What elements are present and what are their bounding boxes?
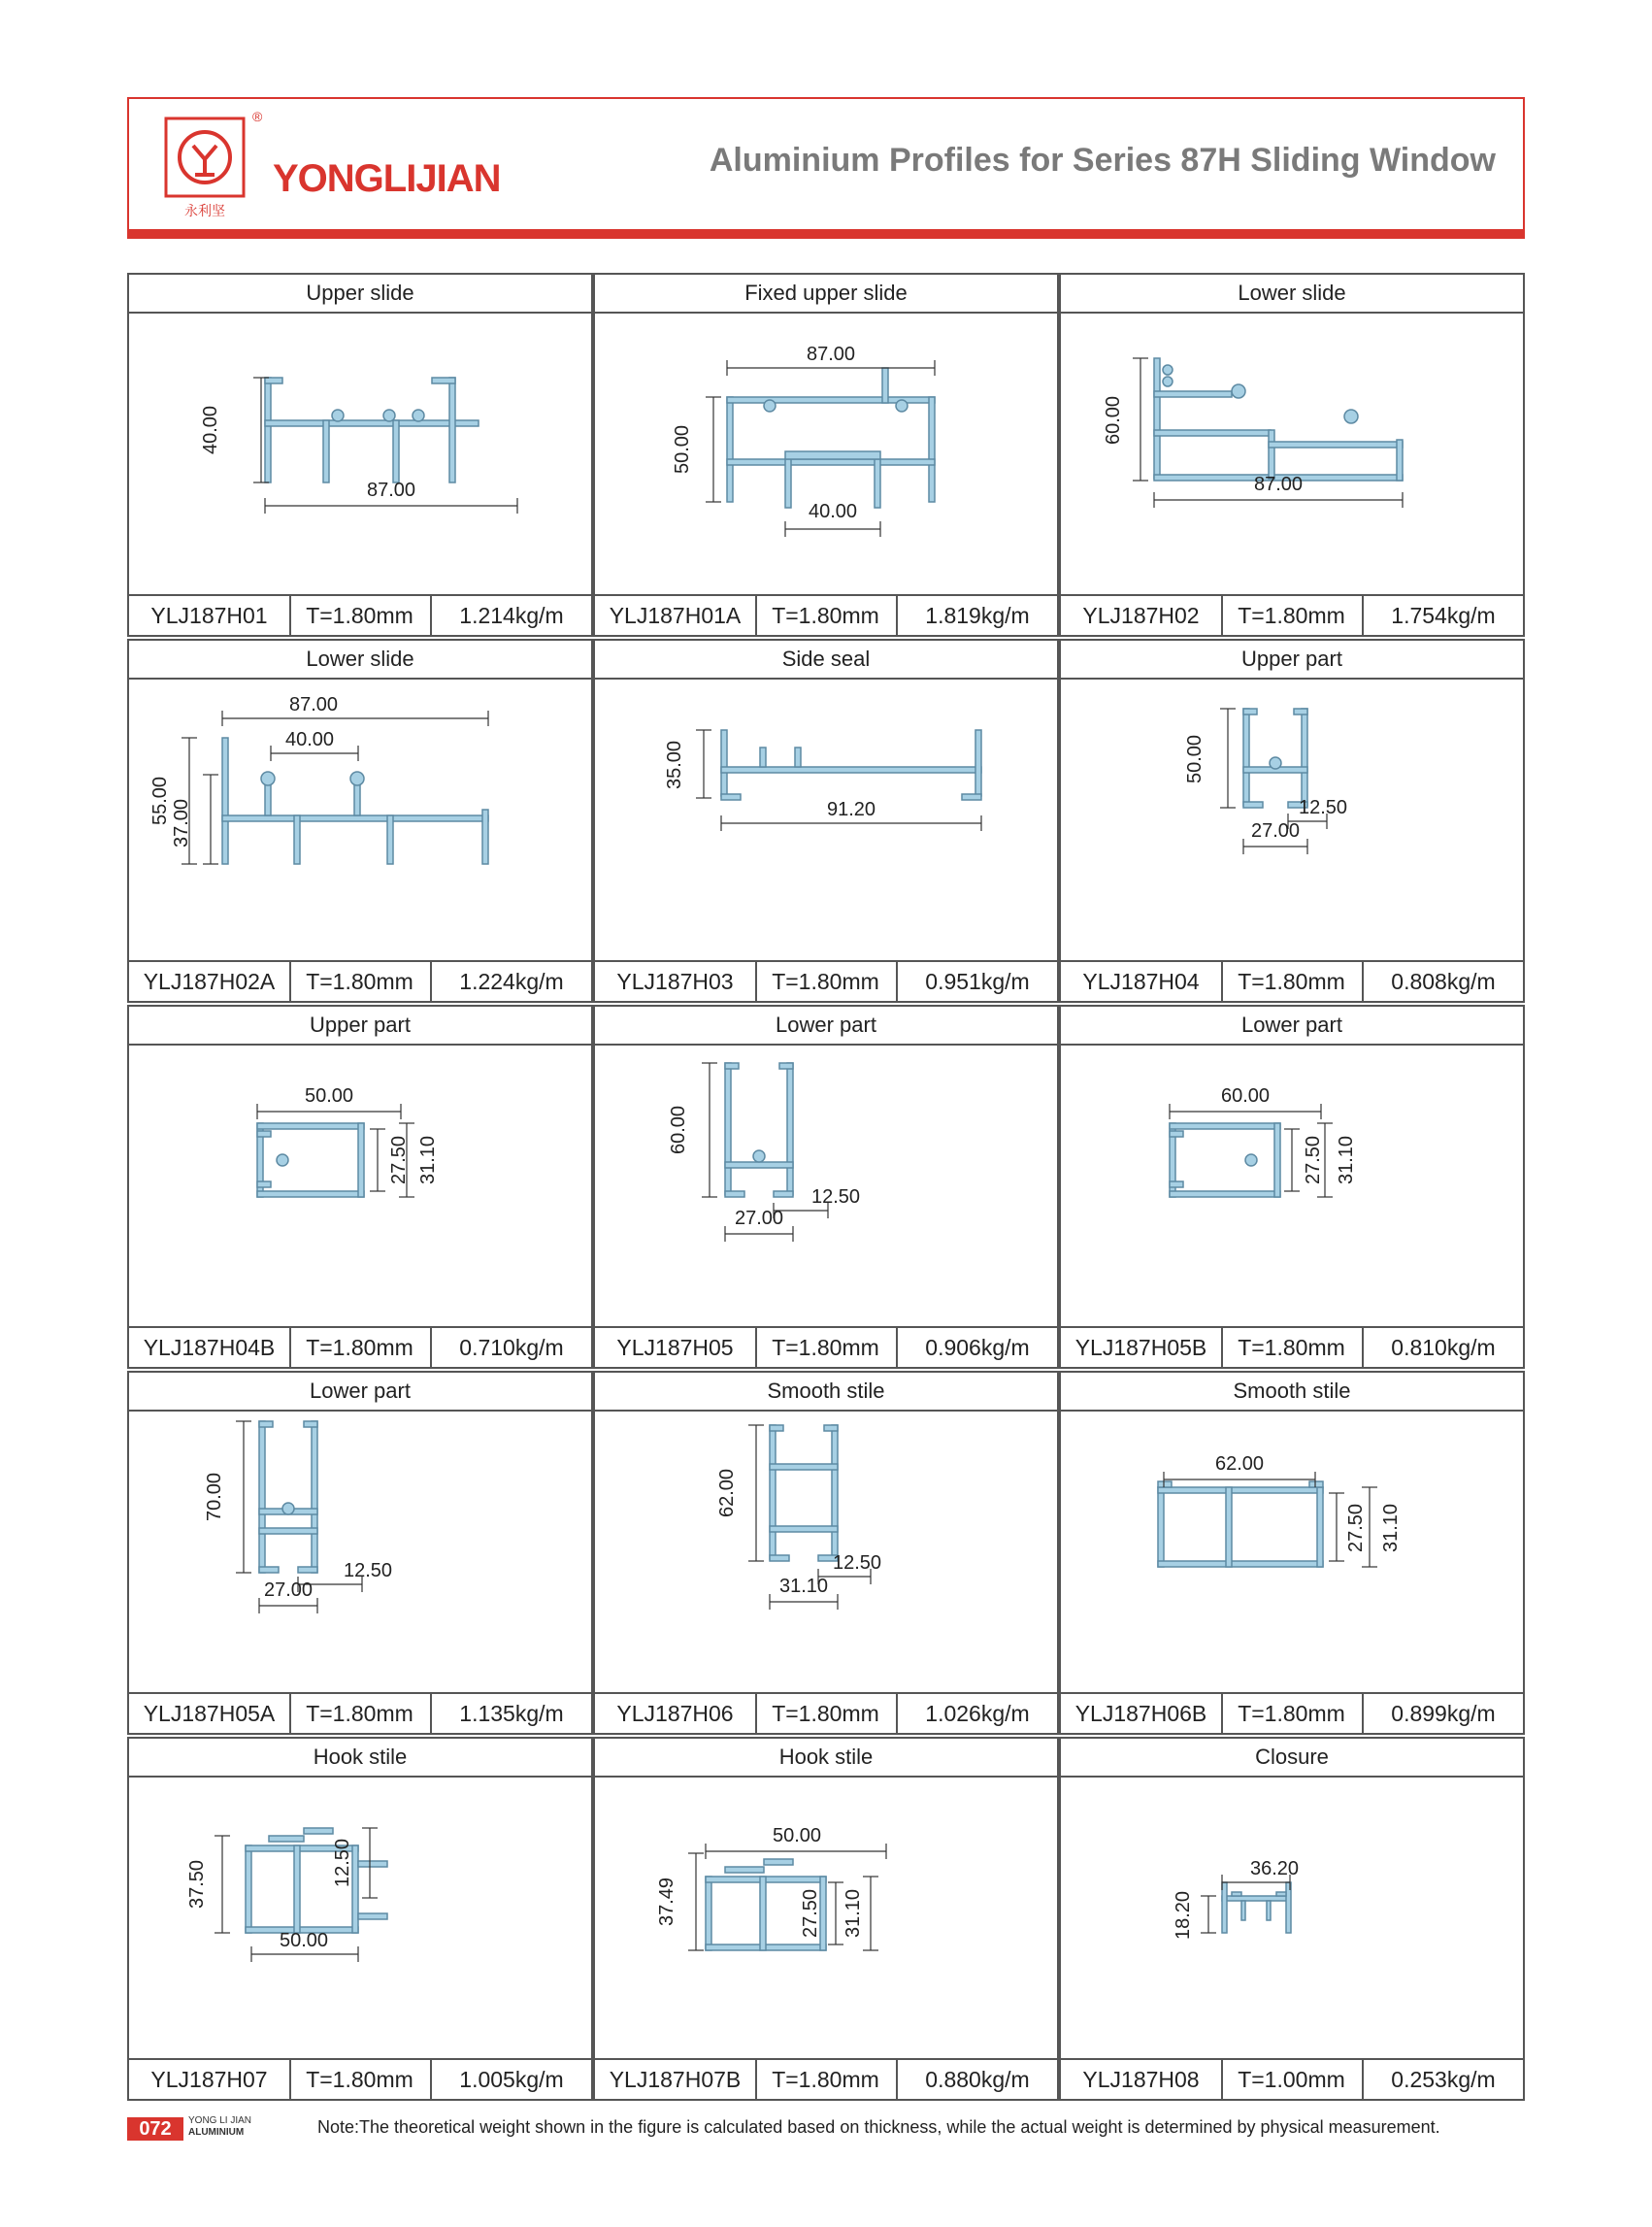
profile-spec-row	[595, 960, 1057, 1001]
profile-card	[1059, 1371, 1525, 1735]
profile-code: YLJ187H05A	[129, 1694, 291, 1733]
profile-section	[298, 1567, 317, 1573]
profile-section	[354, 782, 360, 815]
profile-caption: Lower part	[595, 1007, 1057, 1046]
profile-section	[259, 1528, 317, 1534]
profile-section	[294, 1845, 300, 1933]
profile-section	[350, 772, 364, 785]
profile-weight: 0.906kg/m	[925, 1335, 1030, 1360]
profile-section	[294, 815, 300, 864]
dimension-label: 37.00	[171, 798, 192, 848]
profile-card	[127, 639, 593, 1003]
header-divider	[127, 229, 1525, 239]
profile-section	[1243, 709, 1249, 806]
profile-section	[432, 378, 455, 383]
profile-section	[1170, 1123, 1280, 1129]
dimension-label: 60.00	[1103, 395, 1124, 446]
profile-section	[1245, 1154, 1257, 1166]
profile-section	[1270, 757, 1281, 769]
profile-weight: 1.135kg/m	[459, 1701, 564, 1726]
profile-section	[1309, 1481, 1323, 1487]
profile-drawing	[595, 1046, 1057, 1329]
profile-weight: 1.214kg/m	[459, 603, 564, 628]
dimension-label: 37.49	[656, 1877, 677, 1927]
profile-section	[304, 1828, 333, 1834]
profile-section	[824, 1425, 838, 1431]
dimension-label: 18.20	[1173, 1890, 1194, 1941]
profile-spec-row	[129, 2058, 591, 2099]
profile-weight: 1.819kg/m	[925, 603, 1030, 628]
profile-spec-row	[129, 1692, 591, 1733]
profile-section	[727, 459, 935, 465]
profile-section	[770, 1425, 783, 1431]
profile-section	[1317, 1487, 1323, 1567]
profile-section	[1232, 384, 1245, 398]
profile-section	[257, 1131, 271, 1137]
profile-section	[358, 1861, 387, 1867]
profile-card	[593, 639, 1059, 1003]
dimension-label: 12.50	[343, 1560, 393, 1581]
profile-section	[725, 1162, 793, 1168]
profile-section	[246, 1845, 251, 1933]
dimension-label: 87.00	[806, 344, 856, 365]
profile-thickness: T=1.00mm	[1221, 2060, 1364, 2099]
profile-section	[1226, 1487, 1232, 1567]
profile-caption: Fixed upper slide	[595, 275, 1057, 314]
dimension-label: 50.00	[772, 1825, 822, 1846]
dimension-label: 31.10	[1380, 1503, 1402, 1553]
profile-thickness: T=1.80mm	[755, 596, 898, 635]
profile-caption: Hook stile	[129, 1739, 591, 1778]
dimension-label: 36.20	[1249, 1858, 1300, 1879]
profile-thickness: T=1.80mm	[755, 1694, 898, 1733]
profile-caption: Upper slide	[129, 275, 591, 314]
profile-section	[1274, 1123, 1280, 1197]
profile-spec-row	[595, 594, 1057, 635]
profile-spec-row	[129, 594, 591, 635]
profile-section	[727, 397, 733, 502]
profile-section	[1222, 1882, 1227, 1933]
profile-card	[593, 1371, 1059, 1735]
profile-section	[1269, 442, 1403, 448]
profile-section	[277, 1154, 288, 1166]
profile-section	[975, 730, 981, 796]
profile-section	[265, 420, 479, 426]
profile-section	[1154, 391, 1232, 397]
profile-section	[1154, 430, 1271, 436]
profile-thickness: T=1.80mm	[289, 1694, 432, 1733]
profile-section	[882, 368, 888, 403]
profile-section	[1267, 1901, 1271, 1920]
profile-caption: Lower slide	[1061, 275, 1523, 314]
profile-code: YLJ187H05B	[1061, 1328, 1223, 1367]
dimension-label: 87.00	[288, 694, 339, 715]
profile-caption: Closure	[1061, 1739, 1523, 1778]
profile-section	[721, 730, 727, 796]
profile-thickness: T=1.80mm	[1221, 596, 1364, 635]
profile-section	[304, 1421, 317, 1427]
profile-weight: 1.224kg/m	[459, 969, 564, 994]
profile-section	[721, 767, 981, 773]
page-title: Aluminium Profiles for Series 87H Sliding Window	[709, 142, 1496, 179]
dimension-label: 31.10	[417, 1135, 439, 1185]
profile-code: YLJ187H07B	[595, 2060, 757, 2099]
profile-section	[764, 1859, 793, 1865]
profile-weight: 0.710kg/m	[459, 1335, 564, 1360]
profile-section	[787, 1063, 793, 1195]
profile-drawing	[595, 680, 1057, 963]
profile-section	[393, 420, 399, 482]
profile-card	[1059, 1737, 1525, 2101]
profile-card	[593, 273, 1059, 637]
dimension-label: 31.10	[843, 1888, 864, 1939]
profile-thickness: T=1.80mm	[755, 962, 898, 1001]
profile-spec-row	[1061, 1326, 1523, 1367]
profile-section	[312, 1421, 317, 1573]
profile-drawing	[129, 1412, 591, 1695]
profile-section	[1243, 709, 1257, 715]
registered-mark-icon: ®	[252, 109, 263, 124]
profile-weight: 0.253kg/m	[1391, 2067, 1496, 2092]
dimension-label: 12.50	[1298, 797, 1348, 818]
profile-section	[1170, 1191, 1280, 1197]
profile-section	[785, 451, 880, 459]
dimension-label: 12.50	[332, 1838, 353, 1888]
profile-section	[261, 772, 275, 785]
dimension-label: 50.00	[304, 1085, 354, 1107]
profile-section	[1158, 1487, 1323, 1493]
profile-section	[259, 1567, 279, 1573]
brand-logo	[164, 116, 246, 219]
dimension-label: 35.00	[664, 740, 685, 790]
profile-section	[482, 810, 488, 864]
dimension-label: 60.00	[1220, 1085, 1271, 1107]
profile-section	[1170, 1131, 1183, 1137]
profile-section	[1163, 377, 1173, 386]
profile-code: YLJ187H02	[1061, 596, 1223, 635]
profile-drawing	[595, 314, 1057, 597]
profile-caption: Lower part	[1061, 1007, 1523, 1046]
profile-card	[1059, 1005, 1525, 1369]
profile-section	[265, 378, 271, 482]
dimension-label: 70.00	[204, 1472, 225, 1522]
weight-note: Note:The theoretical weight shown in the figure is calculated based on thickness, while the actual weight is determined by physical measurement.	[317, 2117, 1440, 2137]
profile-card	[1059, 639, 1525, 1003]
profile-section	[721, 794, 741, 800]
profile-drawing	[1061, 1778, 1523, 2061]
profile-section	[358, 1123, 364, 1197]
profile-drawing	[129, 1778, 591, 2061]
profile-section	[413, 410, 424, 421]
profile-section	[764, 400, 776, 412]
profile-section	[1344, 410, 1358, 423]
dimension-label: 12.50	[832, 1552, 882, 1574]
profile-section	[785, 459, 791, 508]
profile-section	[725, 1063, 739, 1069]
profile-code: YLJ187H01A	[595, 596, 757, 635]
profile-section	[1232, 1892, 1241, 1896]
dimension-label: 40.00	[808, 501, 858, 522]
dimension-label: 60.00	[668, 1105, 689, 1155]
profile-section	[1163, 365, 1173, 375]
profile-thickness: T=1.80mm	[289, 596, 432, 635]
profile-code: YLJ187H03	[595, 962, 757, 1001]
profile-weight: 0.810kg/m	[1391, 1335, 1496, 1360]
profile-section	[929, 397, 935, 502]
dimension-label: 27.00	[734, 1208, 784, 1229]
profile-section	[269, 1836, 304, 1842]
profile-section	[760, 748, 766, 767]
page-brand-line-1: YONG LI JIAN	[188, 2115, 252, 2126]
profile-drawing	[1061, 1046, 1523, 1329]
profile-caption: Side seal	[595, 641, 1057, 680]
profile-weight: 0.880kg/m	[925, 2067, 1030, 2092]
dimension-label: 55.00	[149, 776, 171, 826]
profile-spec-row	[595, 2058, 1057, 2099]
profile-code: YLJ187H04B	[129, 1328, 291, 1367]
profile-section	[1302, 709, 1307, 806]
profile-section	[1241, 1901, 1245, 1920]
profile-section	[257, 1181, 271, 1187]
profile-spec-row	[129, 1326, 591, 1367]
profile-section	[1276, 1892, 1286, 1896]
profile-code: YLJ187H02A	[129, 962, 291, 1001]
profile-caption: Lower slide	[129, 641, 591, 680]
dimension-label: 50.00	[279, 1930, 329, 1951]
profile-section	[1158, 1487, 1164, 1567]
profile-code: YLJ187H06	[595, 1694, 757, 1733]
profile-section	[259, 1421, 273, 1427]
profile-drawing	[129, 314, 591, 597]
profile-drawing	[129, 680, 591, 963]
profile-drawing	[1061, 1412, 1523, 1695]
profile-section	[1170, 1181, 1183, 1187]
dimension-label: 27.50	[1345, 1503, 1367, 1553]
profile-section	[387, 815, 393, 864]
profile-weight: 0.899kg/m	[1391, 1701, 1496, 1726]
profile-drawing	[1061, 314, 1523, 597]
page-brand-line-2: ALUMINIUM	[188, 2127, 245, 2138]
dimension-label: 87.00	[1253, 474, 1304, 495]
profile-card	[1059, 273, 1525, 637]
page-number: 072	[127, 2117, 183, 2141]
profile-thickness: T=1.80mm	[1221, 1328, 1364, 1367]
profile-weight: 0.808kg/m	[1391, 969, 1496, 994]
profile-section	[832, 1425, 838, 1559]
profile-spec-row	[1061, 1692, 1523, 1733]
profile-card	[127, 273, 593, 637]
dimension-label: 27.50	[800, 1888, 821, 1939]
profile-section	[770, 1464, 838, 1470]
profile-section	[770, 1555, 789, 1561]
dimension-label: 31.10	[1336, 1135, 1357, 1185]
profile-section	[725, 1191, 744, 1197]
profile-caption: Hook stile	[595, 1739, 1057, 1778]
profile-spec-row	[129, 960, 591, 1001]
dimension-label: 91.20	[826, 799, 876, 820]
profile-drawing	[129, 1046, 591, 1329]
profile-spec-row	[1061, 594, 1523, 635]
profile-thickness: T=1.80mm	[1221, 1694, 1364, 1733]
profile-weight: 0.951kg/m	[925, 969, 1030, 994]
dimension-label: 50.00	[672, 424, 693, 475]
dimension-label: 27.50	[388, 1135, 410, 1185]
profile-spec-row	[595, 1326, 1057, 1367]
dimension-label: 87.00	[366, 480, 416, 501]
profile-section	[358, 1913, 387, 1919]
profile-section	[753, 1150, 765, 1162]
dimension-label: 27.00	[1250, 820, 1301, 842]
dimension-label: 40.00	[284, 729, 335, 750]
profile-section	[760, 1877, 766, 1950]
profile-weight: 1.005kg/m	[459, 2067, 564, 2092]
dimension-label: 62.00	[716, 1468, 738, 1518]
profile-section	[1294, 709, 1307, 715]
dimension-label: 31.10	[778, 1576, 829, 1597]
profile-section	[222, 815, 488, 821]
profile-thickness: T=1.80mm	[289, 1328, 432, 1367]
profile-caption: Upper part	[1061, 641, 1523, 680]
profile-section	[265, 378, 282, 383]
profile-caption: Smooth stile	[1061, 1373, 1523, 1412]
profile-section	[774, 1191, 793, 1197]
profile-section	[1154, 358, 1160, 479]
profile-card	[593, 1737, 1059, 2101]
dimension-label: 27.00	[263, 1579, 314, 1601]
profile-section	[265, 782, 271, 815]
profile-card	[127, 1005, 593, 1369]
profile-drawing	[595, 1412, 1057, 1695]
profile-card	[593, 1005, 1059, 1369]
profile-section	[896, 400, 908, 412]
profile-section	[332, 410, 344, 421]
profile-section	[259, 1421, 265, 1573]
profile-section	[1269, 430, 1274, 479]
profile-section	[795, 748, 801, 767]
profile-code: YLJ187H04	[1061, 962, 1223, 1001]
profile-thickness: T=1.80mm	[289, 962, 432, 1001]
profile-section	[725, 1867, 764, 1873]
profile-section	[383, 410, 395, 421]
dimension-label: 27.50	[1303, 1135, 1324, 1185]
profile-section	[779, 1063, 793, 1069]
profile-drawing	[1061, 680, 1523, 963]
dimension-label: 40.00	[200, 405, 221, 455]
profile-section	[282, 1503, 294, 1514]
profile-spec-row	[1061, 960, 1523, 1001]
profile-caption: Smooth stile	[595, 1373, 1057, 1412]
profile-thickness: T=1.80mm	[755, 1328, 898, 1367]
profile-section	[770, 1425, 776, 1559]
profile-section	[257, 1191, 364, 1197]
profile-card	[127, 1371, 593, 1735]
profile-thickness: T=1.80mm	[289, 2060, 432, 2099]
profile-code: YLJ187H01	[129, 596, 291, 635]
profile-spec-row	[1061, 2058, 1523, 2099]
profile-drawing	[595, 1778, 1057, 2061]
profile-section	[1158, 1561, 1323, 1567]
profile-section	[449, 378, 455, 482]
dimension-label: 37.50	[186, 1859, 208, 1910]
page-header	[127, 97, 1525, 234]
profile-section	[770, 1526, 838, 1532]
profile-weight: 1.754kg/m	[1391, 603, 1496, 628]
profile-caption: Lower part	[129, 1373, 591, 1412]
profile-code: YLJ187H05	[595, 1328, 757, 1367]
profile-caption: Upper part	[129, 1007, 591, 1046]
profile-code: YLJ187H07	[129, 2060, 291, 2099]
profile-section	[1397, 440, 1403, 481]
page-brand	[188, 2115, 251, 2139]
dimension-label: 62.00	[1214, 1453, 1265, 1475]
profile-code: YLJ187H06B	[1061, 1694, 1223, 1733]
brand-cn: 永利坚	[184, 203, 225, 218]
profile-section	[257, 1123, 364, 1129]
profile-section	[725, 1063, 731, 1195]
profile-section	[1243, 802, 1263, 808]
profile-section	[1158, 1481, 1172, 1487]
profile-card	[127, 1737, 593, 2101]
dimension-label: 12.50	[810, 1186, 861, 1208]
profile-weight: 1.026kg/m	[925, 1701, 1030, 1726]
profile-code: YLJ187H08	[1061, 2060, 1223, 2099]
dimension-label: 50.00	[1184, 734, 1206, 784]
profile-spec-row	[595, 1692, 1057, 1733]
profile-thickness: T=1.80mm	[1221, 962, 1364, 1001]
profile-section	[222, 738, 228, 864]
profile-section	[962, 794, 981, 800]
profile-thickness: T=1.80mm	[755, 2060, 898, 2099]
profile-section	[706, 1877, 711, 1950]
brand-name: YONGLIJIAN	[273, 157, 501, 200]
profile-section	[323, 420, 329, 482]
profile-section	[875, 459, 880, 508]
